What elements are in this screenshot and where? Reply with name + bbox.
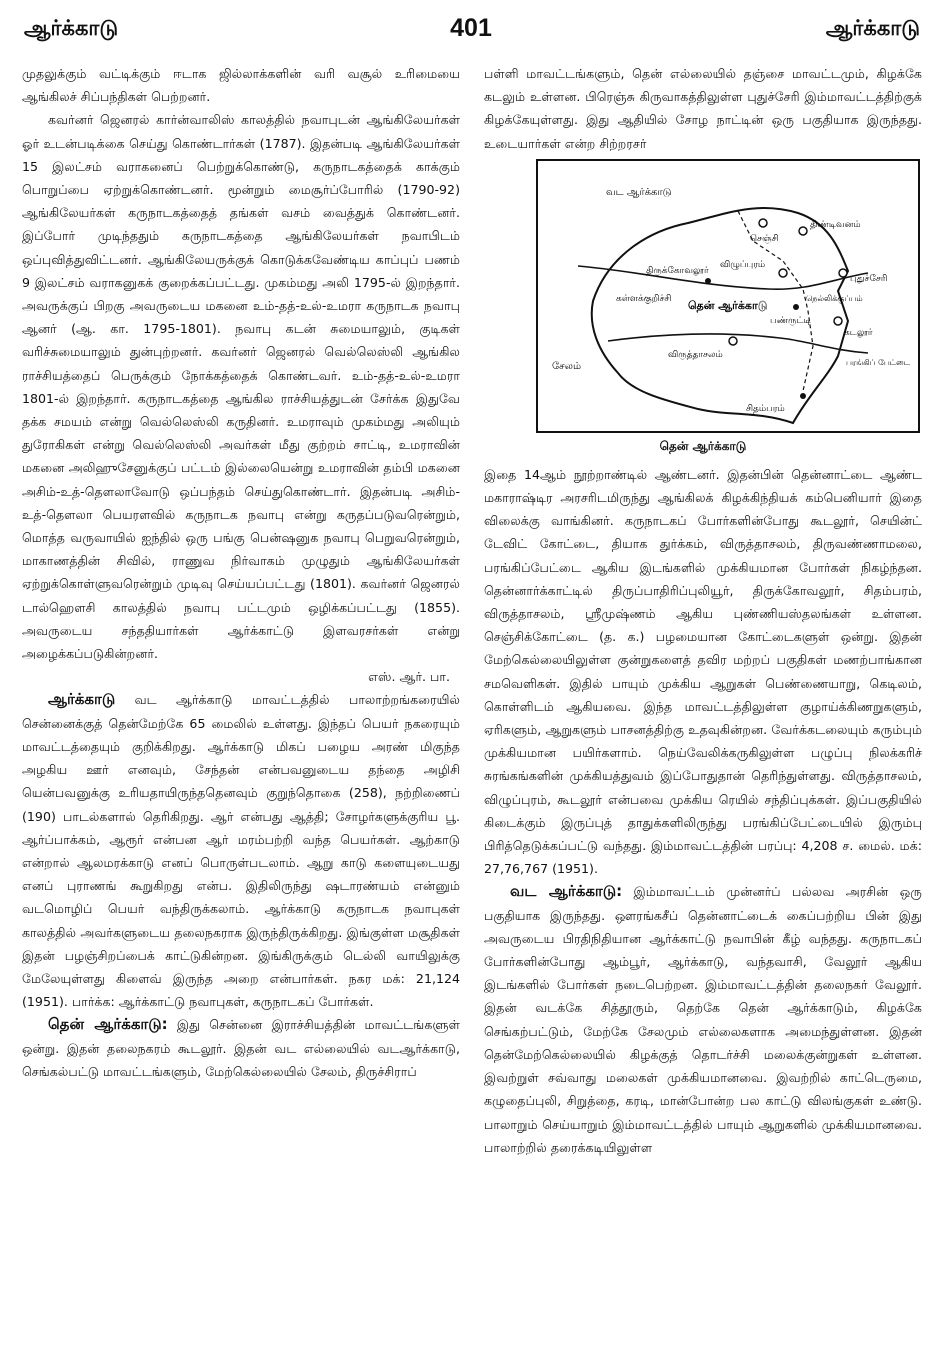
right-intro: பள்ளி மாவட்டங்களும், தென் எல்லையில் தஞ்சை மாவட்டமும், கிழக்கே கடலும் உள்ளன. பிரெஞ்சு கிருவாகத்திலுள்ள புதுச்சேரி இம்மாவட்டத்திற்குக் கிழக்கேயுள்ளது. இது ஆதியில் சோழ நாட்டின் ஒரு பகுதியாக இருந்தது. உடையார்கள் என்ற சிற்றரசர் xyxy=(484,66,922,151)
town-marker-panruti xyxy=(793,304,799,310)
label-cuddalore: கடலூர் xyxy=(844,327,873,338)
map-caption: தென் ஆர்க்காடு xyxy=(659,438,747,453)
town-marker-chidambaram xyxy=(800,393,806,399)
label-gingee: செஞ்சி xyxy=(750,233,779,244)
label-vriddhachalam: விருத்தாசலம் xyxy=(668,349,723,360)
entry-north-arcot-heading: வட ஆர்க்காடு: xyxy=(510,882,623,901)
label-panruti: பண்ருட்டி xyxy=(770,315,811,326)
river-line-2 xyxy=(608,334,868,353)
paragraph-2: கவர்னர் ஜெனரல் கார்ன்வாலிஸ் காலத்தில் நவாபுடன் ஆங்கிலேயர்கள் ஓர் உடன்படிக்கை செய்து கொண்டார்கள் (1787). இதன்படி ஆங்கிலேயர்கள் 15 இலட்சம் வராகனைப் பெற்றுக்கொண்டு, கருநாடகத்தைக் காக்கும் பொறுப்பை ஏற்றுக்கொண்டனர். மூன்றும் மைசூர்ப்போரில் (1790-92) ஆங்கிலேயர்கள் கருநாடகத்தைத் தங்கள் வசம் வைத்துக் கொண்டனர். இப்போர் முடிந்ததும் கருநாடகத்தை ஆங்கிலேயர்கள் நவாபிடம் ஒப்புவித்துவிட்டனர். ஆங்கிலேயருக்குக் கொடுக்கவேண்டிய காப்புப் பணம் 9 இலட்சம் வராகனுகக் குறைக்கப்பட்டது. முகம்மது அலி 1795-ல் இறந்தார். அவருக்குப் பிறகு அவருடைய மகனை உம்-தத்-உல்-உமரா கருநாடக நவாபு ஆனர் (ஆ. கா. 1795-1801). நவாபு கடன் சுமையாலும், குடிகள் வரிச்சுமையாலும் துன்புற்றனர். கவர்னர் ஜெனரல் வெல்லெஸ்லி ஆங்கில ராச்சியத்தைப் பெருக்கும் நோக்கத்தைக் கொண்டவர். உம்-தத்-உல்-உமரா 1801-ல் இறந்தார். கருநாடகத்தை ஆங்கில ராச்சியத்துடன் சேர்க்க இதுவே தக்க சமயம் என்று வெல்லெஸ்லி கருதினர். உமராவும் முகம்மது அலியும் துரோகிகள் என்று வெல்லெஸ்லி அவர்கள் மீது குற்றம் சாட்டி, உமராவின் மகனை அலிஹுசேனுக்குப் பட்டம் இல்லையென்று உமராவின் தம்பி மகனை அசிம்-உத்-தௌலாவோடு ஒப்பந்தம் செய்துகொண்டார். இதன்படி அசிம்-உத்-தௌலா பெயரளவில் கருநாடக நவாபு என்று கருதப்படுவரென்றும், மொத்த வருவாயில் ஐந்தில் ஒரு பங்கு பென்ஷனுக நவாபு பெறுவரென்றும், மாகாணத்தின் சிவில், ராணுவ நிர்வாகம் முழுதும் ஆங்கிலேயர்கள் ஏற்றுக்கொள்ளுவரென்றும் முடிவு செய்யப்பட்டது (1801). கவர்னர் ஜெனரல் டால்ஹௌசி காலத்தில் நவாபு பட்டமும் ஒழிக்கப்பட்டது (1855). அவருடைய சந்ததியார்கள் ஆர்க்காட்டு இளவரசர்கள் என்று அழைக்கப்படுகின்றனர். xyxy=(22,112,460,662)
label-salem: சேலம் xyxy=(552,360,581,372)
entry-south-arcot-text: இது சென்னை இராச்சியத்தின் மாவட்டங்களுள் ஒன்று. இதன் தலைநகரம் கூடலூர். இதன் வட எல்லையில் வடஆர்க்காடு, செங்கல்பட்டு மாவட்டங்களும், மேற்கெல்லையில் சேலம், திருச்சிராப் xyxy=(22,1017,460,1079)
town-marker-villupuram xyxy=(779,269,787,277)
label-south-arcot: தென் ஆர்க்காடு xyxy=(688,298,768,312)
right-body: இதை 14ஆம் நூற்றாண்டில் ஆண்டனர். இதன்பின் தென்னாட்டை ஆண்ட மகாராஷ்டிர அரசரிடமிருந்து ஆங்கிலக் கிழக்கிந்தியக் கம்பெனியார் இதை விலைக்கு வாங்கினர். கருநாடகப் போர்களின்போது கூடலூர், செயின்ட் டேவிட் கோட்டை, தியாக துர்க்கம், விருத்தாசலம், திருவண்ணாமலை, பரங்கிப்பேட்டை ஆகிய இடங்களில் முக்கியமான போர்கள் நிகழ்ந்தன. தென்னார்க்காட்டில் திருப்பாதிரிப்புலியூர், திருக்கோவலூர், சிதம்பரம், விருத்தாசலம், ஸ்ரீமுஷ்ணம் ஆகிய புண்ணியஸ்தலங்கள் உள்ளன. செஞ்சிக்கோட்டை (த. க.) பழமையான கோட்டைகளுள் ஒன்று. இதன் மேற்கெல்லையிலுள்ள குன்றுகளைத் தவிர மற்றப் பகுதிகள் மணற்பாங்கான சமவெளிகள். இதில் பாயும் முக்கிய ஆறுகள் பெண்ணையாறு, கெடிலம், கொள்ளிடம் ஆகியவை. இந்த மாவட்டத்திலுள்ள குழாய்க்கிணறுகளும், ஏரிகளும், ஆறுகளும் பாசனத்திற்கு உதவுகின்றன. வேர்க்கடலையும் கரும்பும் முக்கியமான பயிர்களாம். நெய்வேலிக்கருகிலுள்ள பழுப்பு நிலக்கரிச் சுரங்கங்களின் முக்கியத்துவம் இப்போதுதான் தெரிந்துள்ளது. விருத்தாசலம், விழுப்புரம், கூடலூர் என்பவை முக்கிய ரெயில் சந்திப்புக்கள். இப்பகுதியில் கிடைக்கும் இருப்புத் தாதுக்களிலிருந்து பரங்கிப்பேட்டையில் இரும்பு பிரித்தெடுக்கப்பட்டு வந்தது. இம்மாவட்டத்தின் பரப்பு: 4,208 ச. மைல். மக்: 27,76,767 (1951). xyxy=(484,466,922,877)
town-marker-vriddhachalam xyxy=(729,337,737,345)
label-nellikuppam: நெல்லிக்குப்பம் xyxy=(806,293,863,303)
map-figure xyxy=(538,161,918,431)
label-kallakurichi: கள்ளக்குறிச்சி xyxy=(616,293,672,304)
district-map xyxy=(536,159,920,433)
author-signature: எஸ். ஆர். பா. xyxy=(368,669,450,685)
left-column xyxy=(22,62,460,1083)
label-villupuram: விழுப்புரம் xyxy=(720,259,766,270)
entry-north-arcot xyxy=(484,880,922,1158)
label-pondicherry: புதுச்சேரி xyxy=(850,273,888,284)
page-header xyxy=(0,14,942,46)
town-marker-tindivanam xyxy=(799,227,807,235)
paragraph-1: முதலுக்கும் வட்டிக்கும் ஈடாக ஜில்லாக்களின் வரி வசூல் உரிமையை ஆங்கிலச் சிப்பந்திகள் பெற்றனர். xyxy=(22,66,460,105)
label-porto-novo: பரங்கிப் பேட்டை xyxy=(846,357,911,367)
right-column xyxy=(484,62,922,1159)
entry-arcot xyxy=(22,688,460,1013)
label-tirukkoyilur: திருக்கோவலூர் xyxy=(646,265,709,276)
label-north-arcot: வட ஆர்க்காடு xyxy=(606,186,672,198)
running-title-right: ஆர்க்காடு xyxy=(825,16,920,40)
town-marker-pondicherry xyxy=(839,269,847,277)
entry-south-arcot-heading: தென் ஆர்க்காடு: xyxy=(48,1015,168,1034)
entry-south-arcot xyxy=(22,1013,460,1083)
label-tindivanam: திண்டிவனம் xyxy=(810,219,861,230)
page-number: 401 xyxy=(450,14,492,42)
town-marker-tirukkoyilur xyxy=(705,278,711,284)
town-marker-cuddalore xyxy=(834,317,842,325)
entry-arcot-heading: ஆர்க்காடு xyxy=(48,690,116,709)
label-chidambaram: சிதம்பரம் xyxy=(746,403,785,414)
town-marker-gingee xyxy=(759,219,767,227)
running-title-left: ஆர்க்காடு xyxy=(24,16,119,40)
entry-north-arcot-text: இம்மாவட்டம் முன்னர்ப் பல்லவ அரசின் ஒரு பகுதியாக இருந்தது. ஔரங்கசீப் தென்னாட்டைக் கைப்பற்றிய பின் இது அவருடைய பிரதிநிதியான ஆர்க்காட்டு நவாபின் கீழ் வந்தது. கருநாடகப் போர்களின்போது ஆம்பூர், ஆர்க்காடு, வந்தவாசி, வேலூர் ஆகிய இடங்களில் போர்கள் நடைபெற்றன. இம்மாவட்டத்தின் தலைநகர் வேலூர். இதன் வடக்கே சித்தூரும், தெற்கே தென் ஆர்க்காடும், கிழக்கே செங்கற்பட்டும், மேற்கே சேலமும் எல்லைகளாக அமைந்துள்ளன. இதன் தென்மேற்கெல்லையில் கிழக்குத் தொடர்ச்சி மலைக்குன்றுகள் உள்ளன. இவற்றுள் சவ்வாது மலைகள் முக்கியமானவை. இவற்றில் காட்டெருமை, கழுதைப்புலி, சிறுத்தை, கரடி, மான்போன்ற பல காட்டு விலங்குகள் உண்டு. பாலாறும் செய்யாறும் இம்மாவட்டத்தில் பாயும் ஆறுகளில் முக்கியமானவை. பாலாற்றில் தரைக்கடியிலுள்ள xyxy=(484,884,922,1155)
entry-arcot-text: வட ஆர்க்காடு மாவட்டத்தில் பாலாற்றங்கரையில் சென்னைக்குத் தென்மேற்கே 65 மைலில் உள்ளது. இந்தப் பெயர் நகரையும் மாவட்டத்தையும் குறிக்கிறது. ஆர்க்காடு மிகப் பழைய அரண் மிகுந்த அழகிய ஊர் எனவும், சேந்தன் என்பவனுடைய தந்தை அழிசி யென்பவனுக்கு உரியதாயிருந்ததெனவும் குறுந்தொகை (258), நற்றிணைப் (190) பாடல்களால் தெரிகிறது. ஆர் என்பது ஆத்தி; சோழர்களுக்குரிய பூ. ஆர்ப்பாக்கம், ஆரூர் என்பன ஆர் மரம்பற்றி வந்த பெயர்கள். ஆற்காடு என்றால் ஆலமரக்காடு எனப் பொருள்படலாம். ஆறு காடு களையுடையது எனப் புராணங் கூறுகிறது என்ப. இதிலிருந்து ஷடாரண்யம் என்னும் வடமொழிப் பெயர் வந்திருக்கலாம். ஆர்க்காடு கருநாடக நவாபுகள் காலத்தில் அவர்களுடைய தலைநகராக இருந்திருக்கிறது. இங்குள்ள மசூதிகள் இதன் பழஞ்சிறப்பைக் காட்டுகின்றன. இங்கிருக்கும் டெல்லி வாயிலுக்கு மேலேயுள்ளது கிளைவ் இருந்த அறை என்பார்கள். நகர மக்: 21,124 (1951). பார்க்க: ஆர்க்காட்டு நவாபுகள், கருநாடகப் போர்கள். xyxy=(22,692,460,1010)
